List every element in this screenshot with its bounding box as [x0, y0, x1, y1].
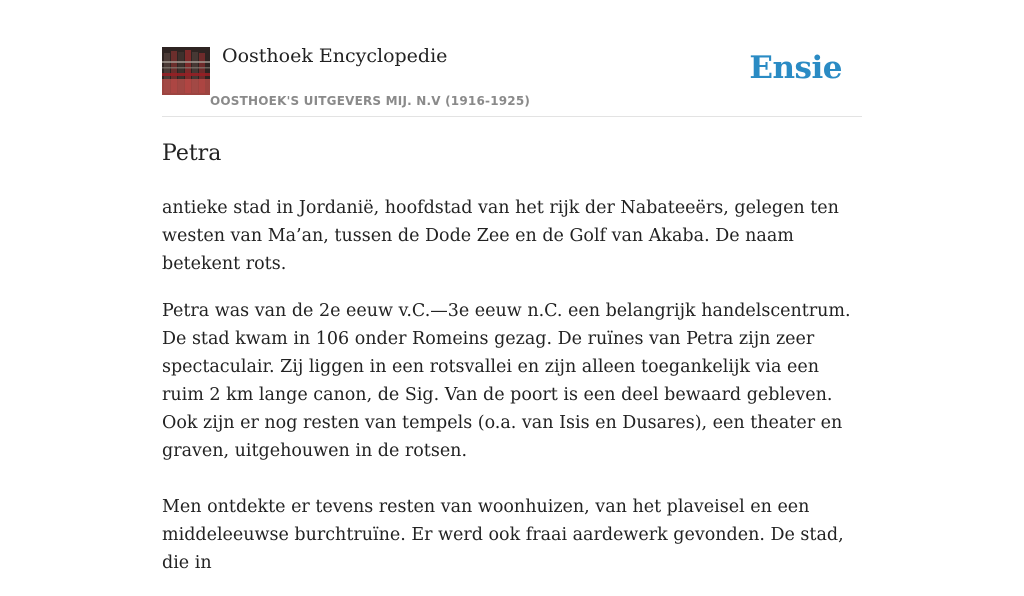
brand-logo[interactable]: Ensie: [749, 50, 842, 86]
article-paragraph: Petra was van de 2e eeuw v.C.—3e eeuw n.C. een belangrijk handelscentrum. De stad kwam in 106 onder Romeins gezag. De ruïnes van Petra zijn zeer spectaculair. Zij liggen in een rotsvallei en zijn alleen toegankelijk via een ruim 2 km lange canon, de Sig. Van de poort is een deel bewaard gebleven. Ook zijn er nog resten van tempels (o.a. van Isis en Dusares), een theater en graven, uitgehouwen in de rotsen.: [162, 301, 851, 461]
source-subtitle: OOSTHOEK'S UITGEVERS MIJ. N.V (1916-1925): [210, 94, 531, 108]
book-spines-icon[interactable]: [162, 47, 210, 95]
article-paragraph: Men ontdekte er tevens resten van woonhuizen, van het plaveisel en een middeleeuwse burchtruïne. Er werd ook fraai aardewerk gevonden. De stad, die in: [162, 497, 844, 573]
entry-title: Petra: [162, 141, 222, 166]
article-paragraph: antieke stad in Jordanië, hoofdstad van het rijk der Nabateeërs, gelegen ten westen van Ma’an, tussen de Dode Zee en de Golf van Akaba. De naam betekent rots.: [162, 198, 839, 274]
source-title[interactable]: Oosthoek Encyclopedie: [222, 45, 448, 67]
article: [162, 138, 862, 596]
source-header: [162, 0, 862, 117]
